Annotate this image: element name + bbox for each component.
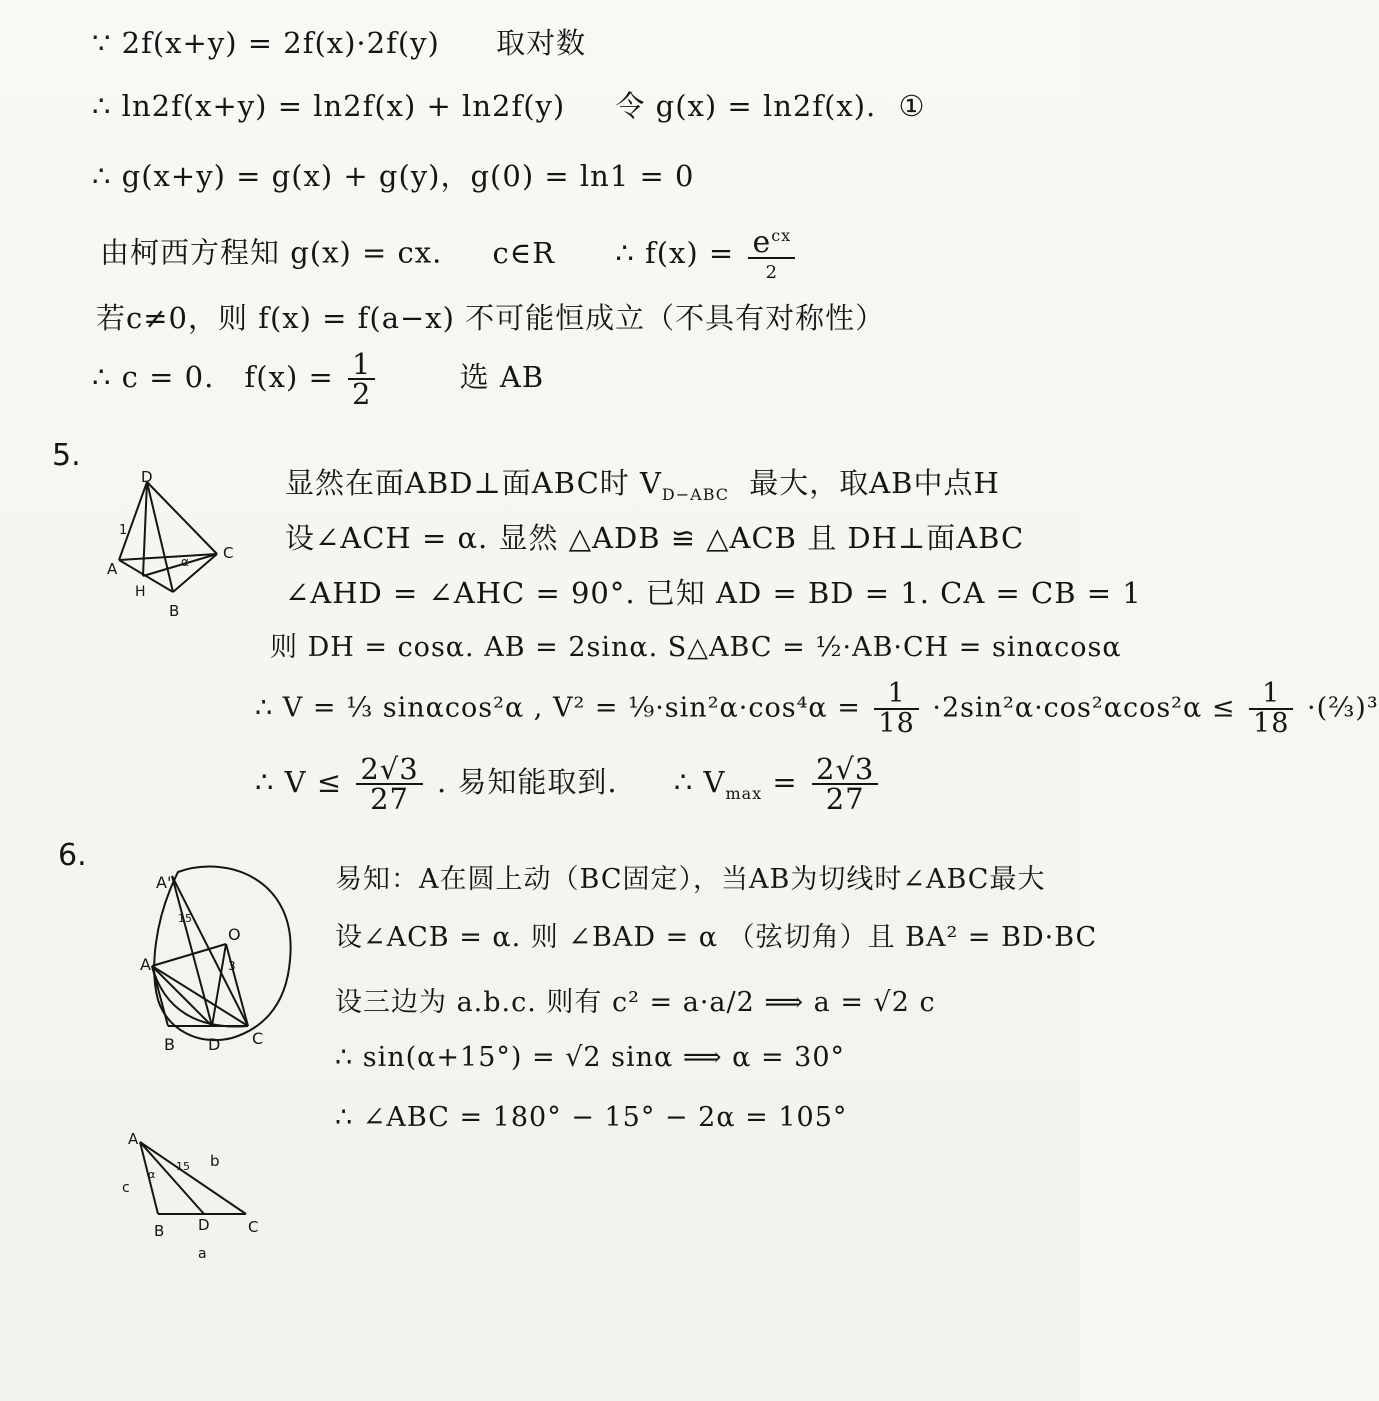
b6-line1 — [335, 862, 1045, 898]
b4-line6-frac — [348, 347, 375, 411]
label-B: B — [164, 1035, 175, 1054]
circle-arc — [154, 867, 290, 1040]
b4-line5 — [96, 300, 885, 336]
b5-line2 — [285, 520, 1024, 556]
b4-line3 — [92, 158, 694, 194]
b4-line6 — [92, 347, 545, 411]
b5-line6-eq: = — [762, 765, 798, 799]
b4-line4-eq: 由柯西方程知 g(x) = cx. — [100, 235, 443, 270]
edge-DB — [147, 482, 173, 592]
b5-line3-text: ∠AHD = ∠AHC = 90°. 已知 AD = BD = 1. CA = CB = 1 — [285, 576, 1142, 610]
b5-line5-den1: 18 — [878, 708, 915, 739]
q5-number: 5. — [52, 438, 81, 473]
tri-label-a: a — [198, 1246, 207, 1262]
q6-number: 6. — [58, 838, 87, 873]
b6-line1-text: 易知：A在圆上动（BC固定），当AB为切线时∠ABC最大 — [335, 864, 1046, 895]
b5-line6-num: 2√3 — [356, 755, 422, 785]
b5-line3 — [285, 575, 1142, 611]
label-C: C — [223, 544, 234, 562]
b6-line5 — [335, 1100, 847, 1136]
b4-line2 — [92, 88, 926, 124]
b4-line4-domain: c∈R — [492, 235, 556, 270]
edge-DC — [147, 482, 217, 554]
b5-line4-text: 则 DH = cosα. AB = 2sinα. S△ABC = ½·AB·CH = sinαcosα — [270, 632, 1122, 663]
b5-line5-num2: 1 — [1249, 680, 1293, 710]
b5-line6-den2: 27 — [825, 782, 865, 816]
b5-line6-sub: max — [725, 783, 763, 803]
b6-line3-text: 设三边为 a.b.c. 则有 c² = a·a/2 ⟹ a = √2 c — [335, 987, 936, 1018]
b5-line5-num1: 1 — [874, 680, 918, 710]
seg-OD — [212, 944, 226, 1026]
label-B: B — [169, 602, 180, 620]
b6-line2 — [335, 920, 1097, 956]
b5-line5 — [255, 680, 1379, 738]
q5-tetrahedron-figure — [105, 470, 255, 630]
b4-line2-eq: ∴ ln2f(x+y) = ln2f(x) + ln2f(y) — [92, 89, 566, 123]
b5-line6-frac — [356, 752, 422, 816]
edge-DA — [119, 482, 147, 560]
b4-line6-den: 2 — [352, 377, 372, 411]
label-D: D — [141, 468, 153, 486]
b4-line3-eq: ∴ g(x+y) = g(x) + g(y)，g(0) = ln1 = 0 — [92, 159, 695, 193]
b5-line6-den: 27 — [370, 782, 409, 816]
label-3: 3 — [228, 959, 236, 973]
b5-line5-a: ∴ V = ⅓ sinαcos²α , V² = ⅑·sin²α·cos⁴α = — [255, 692, 871, 724]
label-alpha: α — [181, 555, 189, 569]
b5-line6-num2: 2√3 — [812, 755, 878, 785]
label-A: A — [107, 560, 118, 578]
b4-line6-c: ∴ c = 0. — [92, 360, 215, 394]
b5-line6-c: ∴ V — [673, 765, 726, 799]
q6-triangle-figure — [118, 1128, 268, 1268]
seg-A1C — [172, 876, 248, 1026]
b4-line2-def: 令 g(x) = ln2f(x). — [615, 89, 877, 123]
label-15: 15 — [178, 912, 192, 925]
tri-label-15: 15 — [176, 1160, 190, 1173]
b5-line6-b: . 易知能取到. — [436, 765, 618, 799]
b6-line4-text: ∴ sin(α+15°) = √2 sinα ⟹ α = 30° — [335, 1042, 846, 1073]
b5-line1-a: 显然在面ABD⊥面ABC时 V — [285, 466, 662, 500]
b4-frac-den: 2 — [765, 262, 779, 283]
label-O: O — [228, 925, 241, 944]
b6-line3 — [335, 985, 936, 1021]
b5-line5-c: ·(⅔)³ — [1307, 692, 1379, 724]
b5-line5-den2: 18 — [1253, 708, 1290, 739]
b4-line1 — [92, 25, 586, 61]
b4-line6-num: 1 — [348, 350, 375, 380]
tri-label-C: C — [248, 1218, 259, 1236]
label-A: A — [140, 955, 151, 974]
b5-line4 — [270, 630, 1122, 666]
b5-line1-b: 最大，取AB中点H — [749, 466, 1000, 500]
b5-line2-text: 设∠ACH = α. 显然 △ADB ≌ △ACB 且 DH⊥面ABC — [285, 521, 1025, 555]
seg-A1D — [172, 876, 212, 1026]
tri-label-c: c — [122, 1180, 130, 1196]
b5-line6-frac2 — [812, 752, 878, 816]
b6-line5-text: ∴ ∠ABC = 180° − 15° − 2α = 105° — [335, 1102, 848, 1133]
b5-line6-a: ∴ V ≤ — [255, 765, 343, 799]
label-C: C — [252, 1029, 264, 1048]
b5-line6 — [255, 752, 882, 816]
label-A-prime: A' — [156, 873, 172, 892]
tri-label-alpha: α — [148, 1168, 156, 1181]
b4-line2-mark: ① — [898, 89, 926, 123]
tri-label-A: A — [128, 1130, 139, 1148]
b4-frac-sup: cx — [771, 226, 792, 245]
b5-line5-frac1 — [874, 680, 918, 738]
tri-label-b: b — [210, 1152, 220, 1170]
tri-label-D: D — [198, 1216, 210, 1234]
b4-line6-f: f(x) = — [244, 360, 334, 394]
b4-line5-text: 若c≠0，则 f(x) = f(a−x) 不可能恒成立（不具有对称性） — [96, 301, 886, 335]
label-H: H — [135, 584, 146, 600]
label-D: D — [208, 1035, 221, 1054]
b5-line1-sub: D−ABC — [661, 484, 730, 504]
b5-line5-frac2 — [1249, 680, 1293, 738]
b4-line1-eq: ∵ 2f(x+y) = 2f(x)·2f(y) — [92, 26, 440, 60]
q6-circle-figure — [138, 860, 308, 1060]
b4-line4-frac — [748, 222, 795, 287]
b5-line5-b: ·2sin²α·cos²αcos²α ≤ — [932, 692, 1236, 724]
b4-line1-note: 取对数 — [496, 26, 587, 60]
b6-line2-text: 设∠ACB = α. 则 ∠BAD = α （弦切角）且 BA² = BD·BC — [335, 922, 1098, 953]
b4-frac-num: e — [752, 225, 772, 260]
b4-line4 — [100, 222, 799, 287]
edge-DH — [143, 482, 147, 576]
label-one: 1 — [119, 523, 128, 538]
tri-label-B: B — [154, 1222, 165, 1240]
b4-line6-choice: 选 AB — [459, 360, 545, 394]
b4-line4-f: ∴ f(x) = — [615, 235, 735, 270]
b5-line1 — [285, 465, 1000, 513]
b6-line4 — [335, 1040, 845, 1076]
